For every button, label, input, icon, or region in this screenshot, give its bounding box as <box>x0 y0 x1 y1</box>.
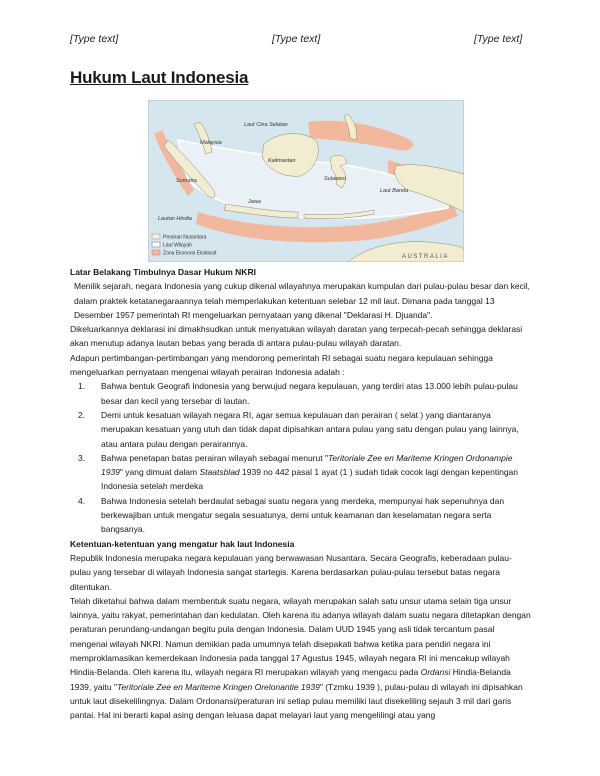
list-item-text: Bahwa Indonesia setelah berdaulat sebagai suatu negara yang merdeka, mempunyai hak sepenuhnya dan berkewajiban untuk mengatur segala sesuatunya, demi untuk keamanan dan keselamatan negara serta bangsanya. <box>101 495 505 535</box>
paragraph-republik-indonesia: Republik Indonesia merupaka negara kepulauan yang berwawasan Nusantara. Secara Geografis, keberadaan pulau-pulau yang tersebar di wilayah Indonesia sangat startegis. Karena berdasarkan pulau-pulau tersebut batas negara ditentukan. <box>70 552 512 592</box>
paragraph-text-b: Hindia-Belanda 1939, yaitu " <box>70 667 511 692</box>
paragraph-text-c: " (Tzmku 1939 ), pulau-pulau di wilayah ini dipisahkan untuk laut disekelilingnya. Dalam Ordonansi/peraturan ini setiap pulau memiliki laut disekeliling sejauh 3 mil dari garis pantai. Hal ini berarti kapal asing dengan leluasa dapat melayari laut yang mengelilingi atau yang <box>70 681 523 721</box>
paragraph-italic-ordansi: Ordansi <box>420 667 451 678</box>
indonesia-map <box>148 100 464 262</box>
list-item-italic-title: Teritoriale Zee en Mariteme Kringen Ordonampie 1939 <box>101 452 513 478</box>
list-item <box>70 379 532 408</box>
paragraph-wilayah-negara <box>70 594 532 723</box>
list-item-text-post: 1939 no 442 pasal 1 ayat (1 ) sudah tidak cocok lagi dengan kepentingan Indonesia setelah merdeka <box>101 467 518 492</box>
map-label-sulawesi: Sulawesi <box>324 176 347 182</box>
map-label-kalimantan: Kalimantan <box>268 158 296 164</box>
paragraph-italic-title: Teritoriale Zee en Mariteme Kringen Orelonantie 1939 <box>116 681 320 692</box>
list-item-number: 3. <box>78 452 86 463</box>
document-body <box>70 265 532 723</box>
section-heading-latar-belakang: Latar Belakang Timbulnya Dasar Hukum NKRI <box>70 267 256 277</box>
map-label-australia: AUSTRALIA <box>402 254 449 260</box>
list-item <box>70 494 532 537</box>
section-heading-ketentuan: Ketentuan-ketentuan yang mengatur hak laut Indonesia <box>70 538 295 549</box>
list-pertimbangan <box>70 379 532 536</box>
list-item-number: 2. <box>78 409 86 420</box>
map-label-laut-banda: Laut Banda <box>380 188 409 194</box>
list-item-number: 1. <box>78 381 86 392</box>
list-item <box>70 408 532 451</box>
list-item-number: 4. <box>78 495 86 506</box>
map-label-jawa: Jawa <box>248 199 261 205</box>
map-label-sumatra: Sumatra <box>176 178 197 184</box>
header-center: [Type text] <box>272 33 321 45</box>
list-item-italic-staatsblad: Staatsblad <box>199 467 240 478</box>
list-item-text-mid: " yang dimuat dalam <box>119 467 200 478</box>
legend-laut-wilayah: Laut Wilayah <box>163 242 192 249</box>
legend-zee: Zona Ekonomi Eksklusif <box>163 250 217 257</box>
paragraph-menilik-sejarah: Menilik sejarah, negara Indonesia yang cukup dikenal wilayahnya merupakan kumpulan dari pulau-pulau besar dan kecil, dalam praktek ketatanegaraannya telah memperlakukan ketentuan selebar 12 mil laut. Dimana pada tanggal 13 Desember 1957 pemerintah RI mengeluarkan pernyataan yang dikenal "Deklarasi H. Djuanda". <box>74 281 530 320</box>
list-item <box>70 451 532 494</box>
list-item-text: Bahwa bentuk Geografi Indonesia yang berwujud negara kepulauan, yang terdiri atas 13.000 lebih pulau-pulau besar dan kecil yang tersebar di lautan. <box>101 381 518 406</box>
list-item-text: Demi untuk kesatuan wilayah negara RI, agar semua kepulauan dan perairan ( selat ) yang diantaranya merupakan kesatuan yang utuh dan tidak dapat dipisahkan antara pulau yang satu dengan pulau yang lainnya, atau antara pulau dengan perairannya. <box>101 409 519 449</box>
legend-perairan-nusantara: Perairan Nusantara <box>163 234 207 241</box>
paragraph-deklarasi: Dikeluarkannya deklarasi ini dimakhsudkan untuk menyatukan wilayah daratan yang terpecah-pecah sehingga deklarasi akan menutup adanya lautan bebas yang berada di antara pulau-pulau wilayah daratan. <box>70 324 523 349</box>
header-right: [Type text] <box>474 33 523 45</box>
paragraph-text-a: Telah diketahui bahwa dalam membentuk suatu negara, wilayah merupakan salah satu unsur utama selain tiga unsur lainnya, yaitu rakyat, pemerintahan dan kedulatan. Oleh karena itu adanya wilayah dalam suatu negara ditetapkan dengan peraturan perundang-undangan begitu pula dengan Indonesia. Dalam UUD 1945 yang asli tidak tercantum pasal mengenai wilayah NKRI. Namun demikian pada umumnya telah disepakati bahwa ketika para pendiri negara ini memproklamasikan kemerdekaan Indonesia pada tanggal 17 Agustus 1945, wilayah negara RI ini mencakup wilayah Hindia-Belanda. Oleh karena itu, wilayah negara RI merupakan wilayah yang mengacu pada <box>70 595 531 678</box>
map-label-malaysia: Malaysia <box>200 140 222 146</box>
paragraph-pertimbangan: Adapun pertimbangan-pertimbangan yang mendorong pemerintah RI sebagai suatu negara kepulauan sehingga mengeluarkan pernyataan mengenai wilayah perairan Indonesia adalah : <box>70 352 493 378</box>
page-title: Hukum Laut Indonesia <box>70 68 249 87</box>
map-label-lautan-hindia: Lautan Hindia <box>158 216 192 222</box>
list-item-text-pre: Bahwa penetapan batas perairan wilayah sebagai menurut " <box>101 452 329 463</box>
map-label-laut-cina-selatan: Laut Cina Selatan <box>244 122 288 128</box>
header-left: [Type text] <box>70 33 119 45</box>
